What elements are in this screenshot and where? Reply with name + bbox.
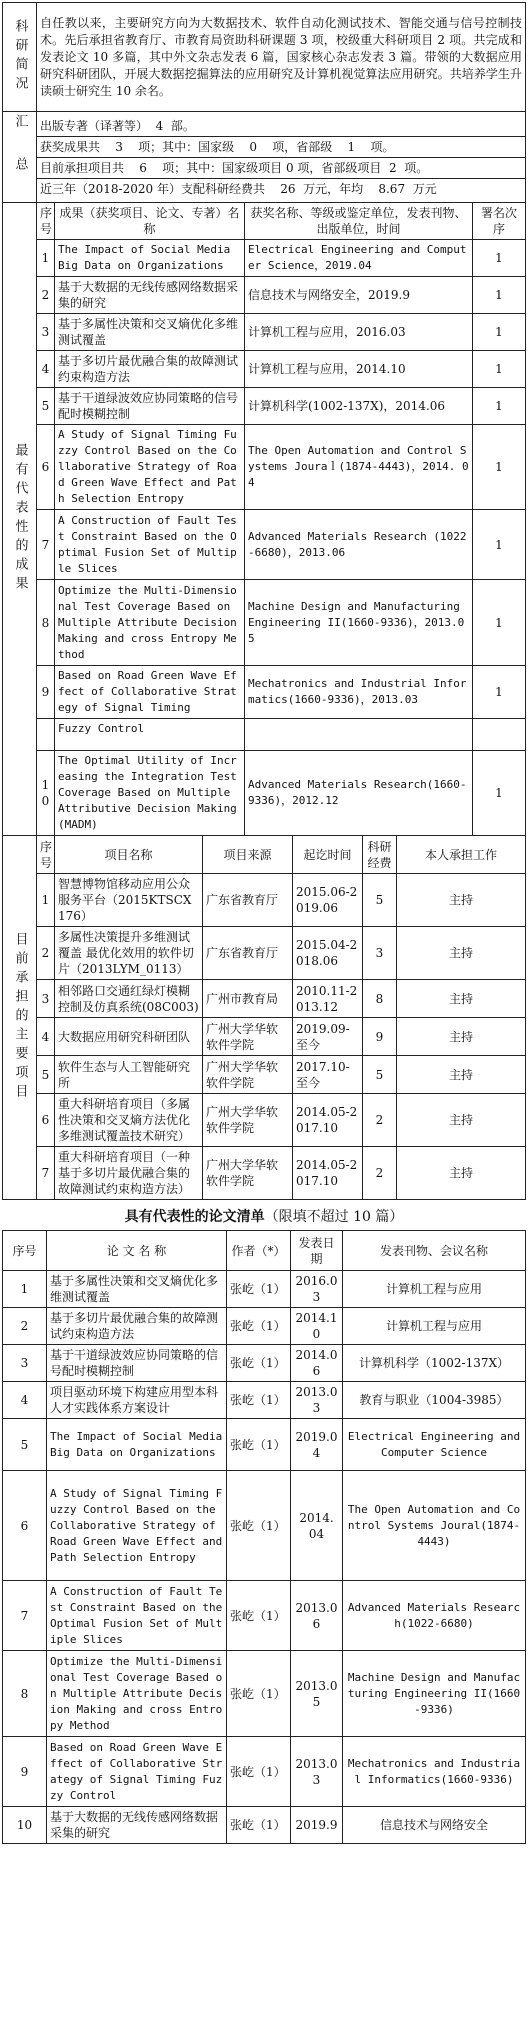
row-author: 张屹（1）	[227, 1419, 291, 1471]
col-header: 发表刊物、会议名称	[343, 1231, 526, 1271]
papers-title	[2, 1200, 526, 1230]
row-source: 信息技术与网络安全，2019.9	[245, 277, 473, 314]
col-header: 序号	[3, 1231, 47, 1271]
row-order: 1	[473, 388, 526, 425]
row-number: 5	[37, 1056, 55, 1094]
row-fund: 5	[363, 874, 397, 927]
row-venue: 计算机工程与应用	[343, 1308, 526, 1345]
table-row	[3, 351, 526, 388]
row-role: 主持	[397, 1147, 526, 1200]
achievements-header-row	[3, 203, 526, 240]
col-header: 科研经费	[363, 836, 397, 874]
row-period: 2015.06-2019.06	[293, 874, 363, 927]
row-title: A Study of Signal Timing Fuzzy Control Based on the Collaborative Strategy of Road Green Wave Effect and Path Selection Entropy	[47, 1471, 227, 1581]
row-source: 广州大学华软软件学院	[203, 1094, 293, 1147]
row-role: 主持	[397, 1094, 526, 1147]
row-source: The Open Automation and Control Systems Jouraｌ(1874-4443)，2014. 04	[245, 425, 473, 510]
row-number: 7	[3, 1581, 47, 1651]
row-name: 相邻路口交通红绿灯模糊控制及仿真系统(08C003)	[55, 980, 203, 1018]
table-row	[3, 927, 526, 980]
row-source: 广州大学华软软件学院	[203, 1147, 293, 1200]
row-source: 广州市教育局	[203, 980, 293, 1018]
row-venue: 计算机科学（1002-137X）	[343, 1345, 526, 1382]
row-number: 5	[3, 1419, 47, 1471]
row-number: 9	[3, 1737, 47, 1807]
row-title: 基于多切片最优融合集的故障测试约束构造方法	[55, 351, 245, 388]
projects-header-row	[3, 836, 526, 874]
table-row	[3, 314, 526, 351]
summary-line: 目前承担项目共 6 项；其中：国家级项目 0 项，省部级项目 2 项。	[37, 157, 525, 178]
row-source: 广东省教育厅	[203, 927, 293, 980]
row-source: 广东省教育厅	[203, 874, 293, 927]
row-order: 1	[473, 351, 526, 388]
row-period: 2014.05-2017.10	[293, 1094, 363, 1147]
row-role: 主持	[397, 1056, 526, 1094]
row-number: 7	[37, 1147, 55, 1200]
row-date: 2014. 04	[291, 1471, 343, 1581]
row-date: 2013.05	[291, 1651, 343, 1737]
table-row	[3, 580, 526, 666]
row-number: 1	[3, 1271, 47, 1308]
table-row	[3, 874, 526, 927]
achievements-label: 最有代表性的成果	[12, 443, 28, 595]
row-venue: The Open Automation and Control Systems Joural(1874-4443)	[343, 1471, 526, 1581]
col-header: 本人承担工作	[397, 836, 526, 874]
col-header: 署名次序	[473, 203, 526, 240]
row-period: 2015.04-2018.06	[293, 927, 363, 980]
row-number: 7	[37, 510, 55, 580]
row-title: 基于干道绿波效应协同策略的信号配时模糊控制	[47, 1345, 227, 1382]
row-date: 2014.10	[291, 1308, 343, 1345]
summary-line: 获奖成果共 3 项；其中：国家级 0 项，省部级 1 项。	[37, 136, 525, 157]
summary-line: 出版专著（译著等） 4 部。	[37, 116, 525, 137]
table-row	[3, 425, 526, 510]
row-source: Mechatronics and Industrial Informatics(1660-9336)，2013.03	[245, 666, 473, 719]
profile-label-cell	[3, 3, 37, 112]
row-title: The Optimal Utility of Increasing the Integration Test Coverage Based on Multiple Attributive Decision Making (MADM)	[55, 751, 245, 836]
row-role: 主持	[397, 980, 526, 1018]
table-row	[3, 1056, 526, 1094]
row-number: 6	[37, 425, 55, 510]
row-order: 1	[473, 277, 526, 314]
row-role: 主持	[397, 1018, 526, 1056]
row-name: 重大科研培育项目（一种基于多切片最优融合集的故障测试约束构造方法）	[55, 1147, 203, 1200]
table-row	[3, 751, 526, 836]
row-title: 基于干道绿波效应协同策略的信号配时模糊控制	[55, 388, 245, 425]
row-source: Machine Design and Manufacturing Engineering II(1660-9336)，2013.05	[245, 580, 473, 666]
table-row	[3, 1271, 526, 1308]
row-date: 2013.03	[291, 1737, 343, 1807]
row-title: A Study of Signal Timing Fuzzy Control Based on the Collaborative Strategy of Road Green Wave Effect and Path Selection Entropy	[55, 425, 245, 510]
row-fund: 5	[363, 1056, 397, 1094]
row-fund: 9	[363, 1018, 397, 1056]
col-header: 项目来源	[203, 836, 293, 874]
row-number: 4	[37, 1018, 55, 1056]
row-title: 基于多属性决策和交叉熵优化多维测试覆盖	[55, 314, 245, 351]
col-header: 项目名称	[55, 836, 203, 874]
profile-text: 自任教以来，主要研究方向为大数据技术、软件自动化测试技术、智能交通与信号控制技术。先后承担省教育厅、市教育局资助科研课题 3 项，校级重大科研项目 2 项。共完成和发表论文 10 多篇，其中外文杂志发表 6 篇，国家核心杂志发表 3 篇。带领的大数据应用研究科研团队，开展大数据挖掘算法的应用研究及计算机视觉算法应用研究。共培养学生升读硕士研究生 10 余名。	[37, 3, 526, 112]
row-order: 1	[473, 425, 526, 510]
row-source: 计算机工程与应用，2016.03	[245, 314, 473, 351]
row-title: Fuzzy Control	[55, 719, 245, 751]
row-date: 2019.9	[291, 1807, 343, 1844]
achievements-table	[2, 202, 526, 836]
row-title: Based on Road Green Wave Effect of Collaborative Strategy of Signal Timing	[55, 666, 245, 719]
row-venue: 计算机工程与应用	[343, 1271, 526, 1308]
row-title: 基于大数据的无线传感网络数据采集的研究	[55, 277, 245, 314]
summary-row	[3, 112, 526, 203]
row-number: 6	[37, 1094, 55, 1147]
summary-cell	[37, 112, 526, 203]
row-number: 3	[37, 980, 55, 1018]
projects-label: 目前承担的主要项目	[12, 932, 28, 1103]
row-date: 2013.03	[291, 1382, 343, 1419]
row-source: Advanced Materials Research (1022-6680)，2013.06	[245, 510, 473, 580]
row-period: 2017.10-至今	[293, 1056, 363, 1094]
col-header: 成果（获奖项目、论文、专著）名称	[55, 203, 245, 240]
row-title: Optimize the Multi-Dimensional Test Coverage Based on Multiple Attribute Decision Making and cross Entropy Method	[47, 1651, 227, 1737]
table-row	[3, 1147, 526, 1200]
row-title: 项目驱动环境下构建应用型本科人才实践体系方案设计	[47, 1382, 227, 1419]
projects-label-cell	[3, 836, 37, 1200]
table-row	[3, 666, 526, 719]
row-title: The Impact of Social Media Big Data on Organizations	[47, 1419, 227, 1471]
row-source: 广州大学华软软件学院	[203, 1056, 293, 1094]
row-venue: Advanced Materials Research(1022-6680)	[343, 1581, 526, 1651]
row-title: 基于多切片最优融合集的故障测试约束构造方法	[47, 1308, 227, 1345]
row-number: 4	[37, 351, 55, 388]
row-name: 大数据应用研究科研团队	[55, 1018, 203, 1056]
row-author: 张屹（1）	[227, 1581, 291, 1651]
table-row	[3, 1308, 526, 1345]
row-title: A Construction of Fault Test Constraint Based on the Optimal Fusion Set of Multiple Slices	[47, 1581, 227, 1651]
papers-table	[2, 1230, 526, 1844]
achievements-label-cell	[3, 203, 37, 836]
row-number: 5	[37, 388, 55, 425]
row-order: 1	[473, 314, 526, 351]
row-number: 10	[37, 751, 55, 836]
row-author: 张屹（1）	[227, 1345, 291, 1382]
row-fund: 2	[363, 1094, 397, 1147]
col-header: 序号	[37, 203, 55, 240]
profile-label: 科研简况	[12, 19, 28, 95]
row-order: 1	[473, 580, 526, 666]
col-header: 论 文 名 称	[47, 1231, 227, 1271]
row-fund: 2	[363, 1147, 397, 1200]
row-author: 张屹（1）	[227, 1471, 291, 1581]
row-author: 张屹（1）	[227, 1271, 291, 1308]
papers-title-text: 具有代表性的论文清单	[124, 1209, 265, 1225]
row-order: 1	[473, 751, 526, 836]
document-page	[2, 2, 526, 1844]
row-name: 多属性决策提升多维测试覆盖 最优化效用的软件切片（2013LYM_0113）	[55, 927, 203, 980]
table-row	[3, 1737, 526, 1807]
row-number: 8	[3, 1651, 47, 1737]
row-source: 计算机科学(1002-137X)，2014.06	[245, 388, 473, 425]
row-period: 2010.11-2013.12	[293, 980, 363, 1018]
table-row	[3, 240, 526, 277]
row-period: 2019.09-至今	[293, 1018, 363, 1056]
table-row	[3, 388, 526, 425]
row-venue: 教育与职业（1004-3985）	[343, 1382, 526, 1419]
row-name: 重大科研培育项目（多属性决策和交叉熵方法优化多维测试覆盖技术研究）	[55, 1094, 203, 1147]
row-title: 基于大数据的无线传感网络数据采集的研究	[47, 1807, 227, 1844]
row-role: 主持	[397, 927, 526, 980]
table-row	[3, 1471, 526, 1581]
row-number: 1	[37, 240, 55, 277]
table-row	[3, 719, 526, 751]
row-title: The Impact of Social Media Big Data on Organizations	[55, 240, 245, 277]
profile-summary-table	[2, 2, 526, 203]
row-source: 计算机工程与应用，2014.10	[245, 351, 473, 388]
table-row	[3, 1651, 526, 1737]
row-source: Advanced Materials Research(1660-9336)，2012.12	[245, 751, 473, 836]
profile-row	[3, 3, 526, 112]
row-fund: 3	[363, 927, 397, 980]
row-name: 软件生态与人工智能研究所	[55, 1056, 203, 1094]
row-title: 基于多属性决策和交叉熵优化多维测试覆盖	[47, 1271, 227, 1308]
row-order: 1	[473, 666, 526, 719]
row-number: 8	[37, 580, 55, 666]
row-source	[245, 719, 473, 751]
papers-title-note: （限填不超过 10 篇）	[264, 1209, 404, 1225]
row-number: 9	[37, 666, 55, 719]
table-row	[3, 1345, 526, 1382]
row-date: 2016.03	[291, 1271, 343, 1308]
col-header: 作者（*）	[227, 1231, 291, 1271]
row-period: 2014.05-2017.10	[293, 1147, 363, 1200]
col-header: 获奖名称、等级或鉴定单位，发表刊物、出版单位，时间	[245, 203, 473, 240]
projects-table	[2, 835, 526, 1200]
row-title: Based on Road Green Wave Effect of Collaborative Strategy of Signal Timing Fuzzy Control	[47, 1737, 227, 1807]
row-order	[473, 719, 526, 751]
row-role: 主持	[397, 874, 526, 927]
row-name: 智慧博物馆移动应用公众服务平台（2015KTSCX176）	[55, 874, 203, 927]
table-row	[3, 1581, 526, 1651]
row-number: 2	[37, 277, 55, 314]
table-row	[3, 1419, 526, 1471]
table-row	[3, 1807, 526, 1844]
table-row	[3, 1382, 526, 1419]
table-row	[3, 1094, 526, 1147]
table-row	[3, 277, 526, 314]
row-number: 2	[37, 927, 55, 980]
row-date: 2013.06	[291, 1581, 343, 1651]
row-title: A Construction of Fault Test Constraint Based on the Optimal Fusion Set of Multiple Slices	[55, 510, 245, 580]
row-number: 10	[3, 1807, 47, 1844]
summary-line: 近三年（2018-2020 年）支配科研经费共 26 万元，年均 8.67 万元	[37, 178, 525, 199]
row-author: 张屹（1）	[227, 1308, 291, 1345]
row-author: 张屹（1）	[227, 1737, 291, 1807]
row-number: 4	[3, 1382, 47, 1419]
row-number: 3	[37, 314, 55, 351]
row-number: 2	[3, 1308, 47, 1345]
row-fund: 8	[363, 980, 397, 1018]
table-row	[3, 980, 526, 1018]
summary-inner-table	[37, 116, 525, 199]
row-source: Electrical Engineering and Computer Science，2019.04	[245, 240, 473, 277]
row-venue: 信息技术与网络安全	[343, 1807, 526, 1844]
papers-header-row	[3, 1231, 526, 1271]
row-order: 1	[473, 510, 526, 580]
row-author: 张屹（1）	[227, 1807, 291, 1844]
col-header: 发表日期	[291, 1231, 343, 1271]
col-header: 序号	[37, 836, 55, 874]
col-header: 起讫时间	[293, 836, 363, 874]
row-number: 6	[3, 1471, 47, 1581]
row-venue: Mechatronics and Industrial Informatics(1660-9336)	[343, 1737, 526, 1807]
row-number	[37, 719, 55, 751]
row-title: Optimize the Multi-Dimensional Test Coverage Based on Multiple Attribute Decision Making and cross Entropy Method	[55, 580, 245, 666]
summary-label: 汇总	[12, 114, 28, 200]
row-number: 3	[3, 1345, 47, 1382]
row-venue: Electrical Engineering and Computer Science	[343, 1419, 526, 1471]
row-date: 2019.04	[291, 1419, 343, 1471]
row-order: 1	[473, 240, 526, 277]
row-venue: Machine Design and Manufacturing Engineering II(1660-9336)	[343, 1651, 526, 1737]
table-row	[3, 1018, 526, 1056]
row-date: 2014.06	[291, 1345, 343, 1382]
row-author: 张屹（1）	[227, 1382, 291, 1419]
table-row	[3, 510, 526, 580]
row-source: 广州大学华软软件学院	[203, 1018, 293, 1056]
summary-label-cell	[3, 112, 37, 203]
row-number: 1	[37, 874, 55, 927]
row-author: 张屹（1）	[227, 1651, 291, 1737]
